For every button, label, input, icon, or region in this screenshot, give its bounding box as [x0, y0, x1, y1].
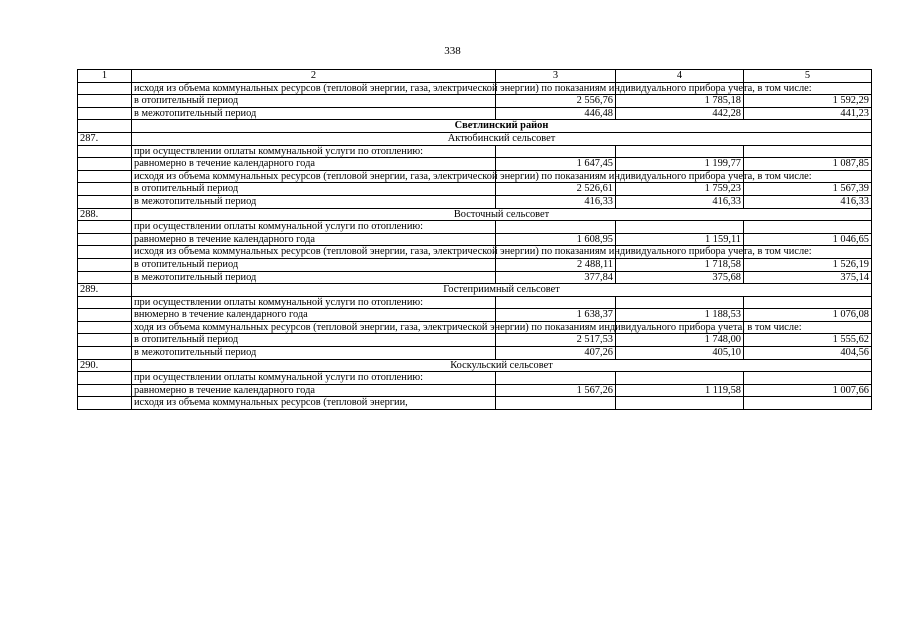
row-label: при осуществлении оплаты коммунальной услуги по отоплению: — [132, 145, 496, 158]
row-label: в отопительный период — [132, 258, 496, 271]
header-col-2: 2 — [132, 70, 496, 83]
row-number-cell — [78, 321, 132, 334]
page-number: 338 — [444, 45, 461, 57]
header-col-3: 3 — [496, 70, 616, 83]
table-text-row — [78, 82, 872, 95]
value-col-5 — [744, 296, 872, 309]
row-number-cell — [78, 258, 132, 271]
value-col-3: 1 608,95 — [496, 233, 616, 246]
table-row — [78, 158, 872, 171]
row-number-cell — [78, 145, 132, 158]
value-col-4: 1 159,11 — [616, 233, 744, 246]
value-col-4: 416,33 — [616, 195, 744, 208]
table-row — [78, 233, 872, 246]
table-text-row — [78, 246, 872, 259]
row-number-cell: 290. — [78, 359, 132, 372]
row-number-cell — [78, 296, 132, 309]
table-row — [78, 183, 872, 196]
table-row — [78, 95, 872, 108]
council-row — [78, 132, 872, 145]
row-number-cell — [78, 120, 132, 133]
row-label: в межотопительный период — [132, 271, 496, 284]
row-number-cell — [78, 347, 132, 360]
value-col-4 — [616, 145, 744, 158]
row-number-cell — [78, 372, 132, 385]
value-col-3: 377,84 — [496, 271, 616, 284]
value-col-5: 404,56 — [744, 347, 872, 360]
value-col-4: 1 119,58 — [616, 384, 744, 397]
table-text-row — [78, 321, 872, 334]
value-col-3: 1 638,37 — [496, 309, 616, 322]
council-title: Коскульский сельсовет — [132, 359, 872, 372]
value-col-3: 1 567,26 — [496, 384, 616, 397]
value-col-3 — [496, 372, 616, 385]
row-label: равномерно в течение календарного года — [132, 158, 496, 171]
value-col-4: 375,68 — [616, 271, 744, 284]
row-label: в отопительный период — [132, 95, 496, 108]
table-row — [78, 258, 872, 271]
council-row — [78, 359, 872, 372]
row-label: ходя из объема коммунальных ресурсов (тепловой энергии, газа, электрической энергии) по показаниям индивидуального прибора учета, в том числе: — [132, 321, 496, 334]
row-label: исходя из объема коммунальных ресурсов (тепловой энергии, газа, электрической энергии) по показаниям индивидуального прибора учета, в том числе: — [132, 82, 496, 95]
row-number-cell — [78, 233, 132, 246]
value-col-5: 1 555,62 — [744, 334, 872, 347]
value-col-5: 375,14 — [744, 271, 872, 284]
header-col-4: 4 — [616, 70, 744, 83]
value-col-5: 1 007,66 — [744, 384, 872, 397]
table-row — [78, 107, 872, 120]
value-col-4: 1 718,58 — [616, 258, 744, 271]
row-label: в межотопительный период — [132, 107, 496, 120]
row-label: при осуществлении оплаты коммунальной услуги по отоплению: — [132, 221, 496, 234]
row-label: в отопительный период — [132, 183, 496, 196]
value-col-5 — [744, 145, 872, 158]
value-col-3: 2 488,11 — [496, 258, 616, 271]
council-title: Актюбинский сельсовет — [132, 132, 872, 145]
row-number-cell: 288. — [78, 208, 132, 221]
value-col-5: 1 592,29 — [744, 95, 872, 108]
value-col-4 — [616, 397, 744, 410]
value-col-5: 1 046,65 — [744, 233, 872, 246]
table-text-row — [78, 170, 872, 183]
row-number-cell — [78, 158, 132, 171]
row-label: при осуществлении оплаты коммунальной услуги по отоплению: — [132, 296, 496, 309]
council-title: Восточный сельсовет — [132, 208, 872, 221]
row-number-cell — [78, 221, 132, 234]
value-col-3: 2 526,61 — [496, 183, 616, 196]
table-text-row — [78, 296, 872, 309]
value-col-5: 1 087,85 — [744, 158, 872, 171]
row-number-cell — [78, 170, 132, 183]
value-col-3 — [496, 221, 616, 234]
value-col-3: 407,26 — [496, 347, 616, 360]
row-label: равномерно в течение календарного года — [132, 233, 496, 246]
table-row — [78, 334, 872, 347]
council-title: Гостеприимный сельсовет — [132, 284, 872, 297]
row-number-cell — [78, 183, 132, 196]
row-label: исходя из объема коммунальных ресурсов (тепловой энергии, газа, электрической энергии) по показаниям индивидуального прибора учета, в том числе: — [132, 170, 496, 183]
value-col-5: 1 567,39 — [744, 183, 872, 196]
value-col-4: 1 199,77 — [616, 158, 744, 171]
value-col-4: 1 748,00 — [616, 334, 744, 347]
value-col-4: 1 785,18 — [616, 95, 744, 108]
table-header-row — [78, 70, 872, 83]
table-text-row — [78, 221, 872, 234]
row-number-cell — [78, 82, 132, 95]
value-col-3 — [496, 296, 616, 309]
row-number-cell — [78, 246, 132, 259]
value-col-5: 1 526,19 — [744, 258, 872, 271]
table-row — [78, 384, 872, 397]
value-col-3 — [496, 397, 616, 410]
row-label: в отопительный период — [132, 334, 496, 347]
table-row — [78, 347, 872, 360]
value-col-4 — [616, 372, 744, 385]
district-row — [78, 120, 872, 133]
row-number-cell: 289. — [78, 284, 132, 297]
value-col-3: 1 647,45 — [496, 158, 616, 171]
row-number-cell — [78, 107, 132, 120]
table-row — [78, 195, 872, 208]
row-label: равномерно в течение календарного года — [132, 384, 496, 397]
value-col-5 — [744, 397, 872, 410]
value-col-5 — [744, 221, 872, 234]
council-row — [78, 284, 872, 297]
table-row — [78, 271, 872, 284]
row-number-cell — [78, 95, 132, 108]
value-col-5: 441,23 — [744, 107, 872, 120]
value-col-3: 446,48 — [496, 107, 616, 120]
row-number-cell — [78, 397, 132, 410]
row-label: внюмерно в течение календарного года — [132, 309, 496, 322]
value-col-4: 405,10 — [616, 347, 744, 360]
value-col-5: 1 076,08 — [744, 309, 872, 322]
row-number-cell — [78, 384, 132, 397]
row-label: исходя из объема коммунальных ресурсов (тепловой энергии, газа, электрической энергии) по показаниям индивидуального прибора учета, в том числе: — [132, 246, 496, 259]
table-text-row — [78, 397, 872, 410]
value-col-4: 1 188,53 — [616, 309, 744, 322]
council-row — [78, 208, 872, 221]
tariff-table — [77, 69, 872, 410]
header-col-5: 5 — [744, 70, 872, 83]
row-number-cell — [78, 309, 132, 322]
row-label: в межотопительный период — [132, 195, 496, 208]
row-number-cell — [78, 195, 132, 208]
row-label: при осуществлении оплаты коммунальной услуги по отоплению: — [132, 372, 496, 385]
table-text-row — [78, 145, 872, 158]
row-label: исходя из объема коммунальных ресурсов (тепловой энергии, — [132, 397, 496, 410]
value-col-4 — [616, 221, 744, 234]
value-col-3: 416,33 — [496, 195, 616, 208]
value-col-5: 416,33 — [744, 195, 872, 208]
value-col-4: 1 759,23 — [616, 183, 744, 196]
value-col-5 — [744, 372, 872, 385]
value-col-3: 2 556,76 — [496, 95, 616, 108]
header-col-1: 1 — [78, 70, 132, 83]
table-row — [78, 309, 872, 322]
value-col-4 — [616, 296, 744, 309]
value-col-4: 442,28 — [616, 107, 744, 120]
row-number-cell — [78, 271, 132, 284]
value-col-3: 2 517,53 — [496, 334, 616, 347]
district-title: Светлинский район — [132, 120, 872, 133]
row-label: в межотопительный период — [132, 347, 496, 360]
row-number-cell — [78, 334, 132, 347]
row-number-cell: 287. — [78, 132, 132, 145]
table-text-row — [78, 372, 872, 385]
value-col-3 — [496, 145, 616, 158]
